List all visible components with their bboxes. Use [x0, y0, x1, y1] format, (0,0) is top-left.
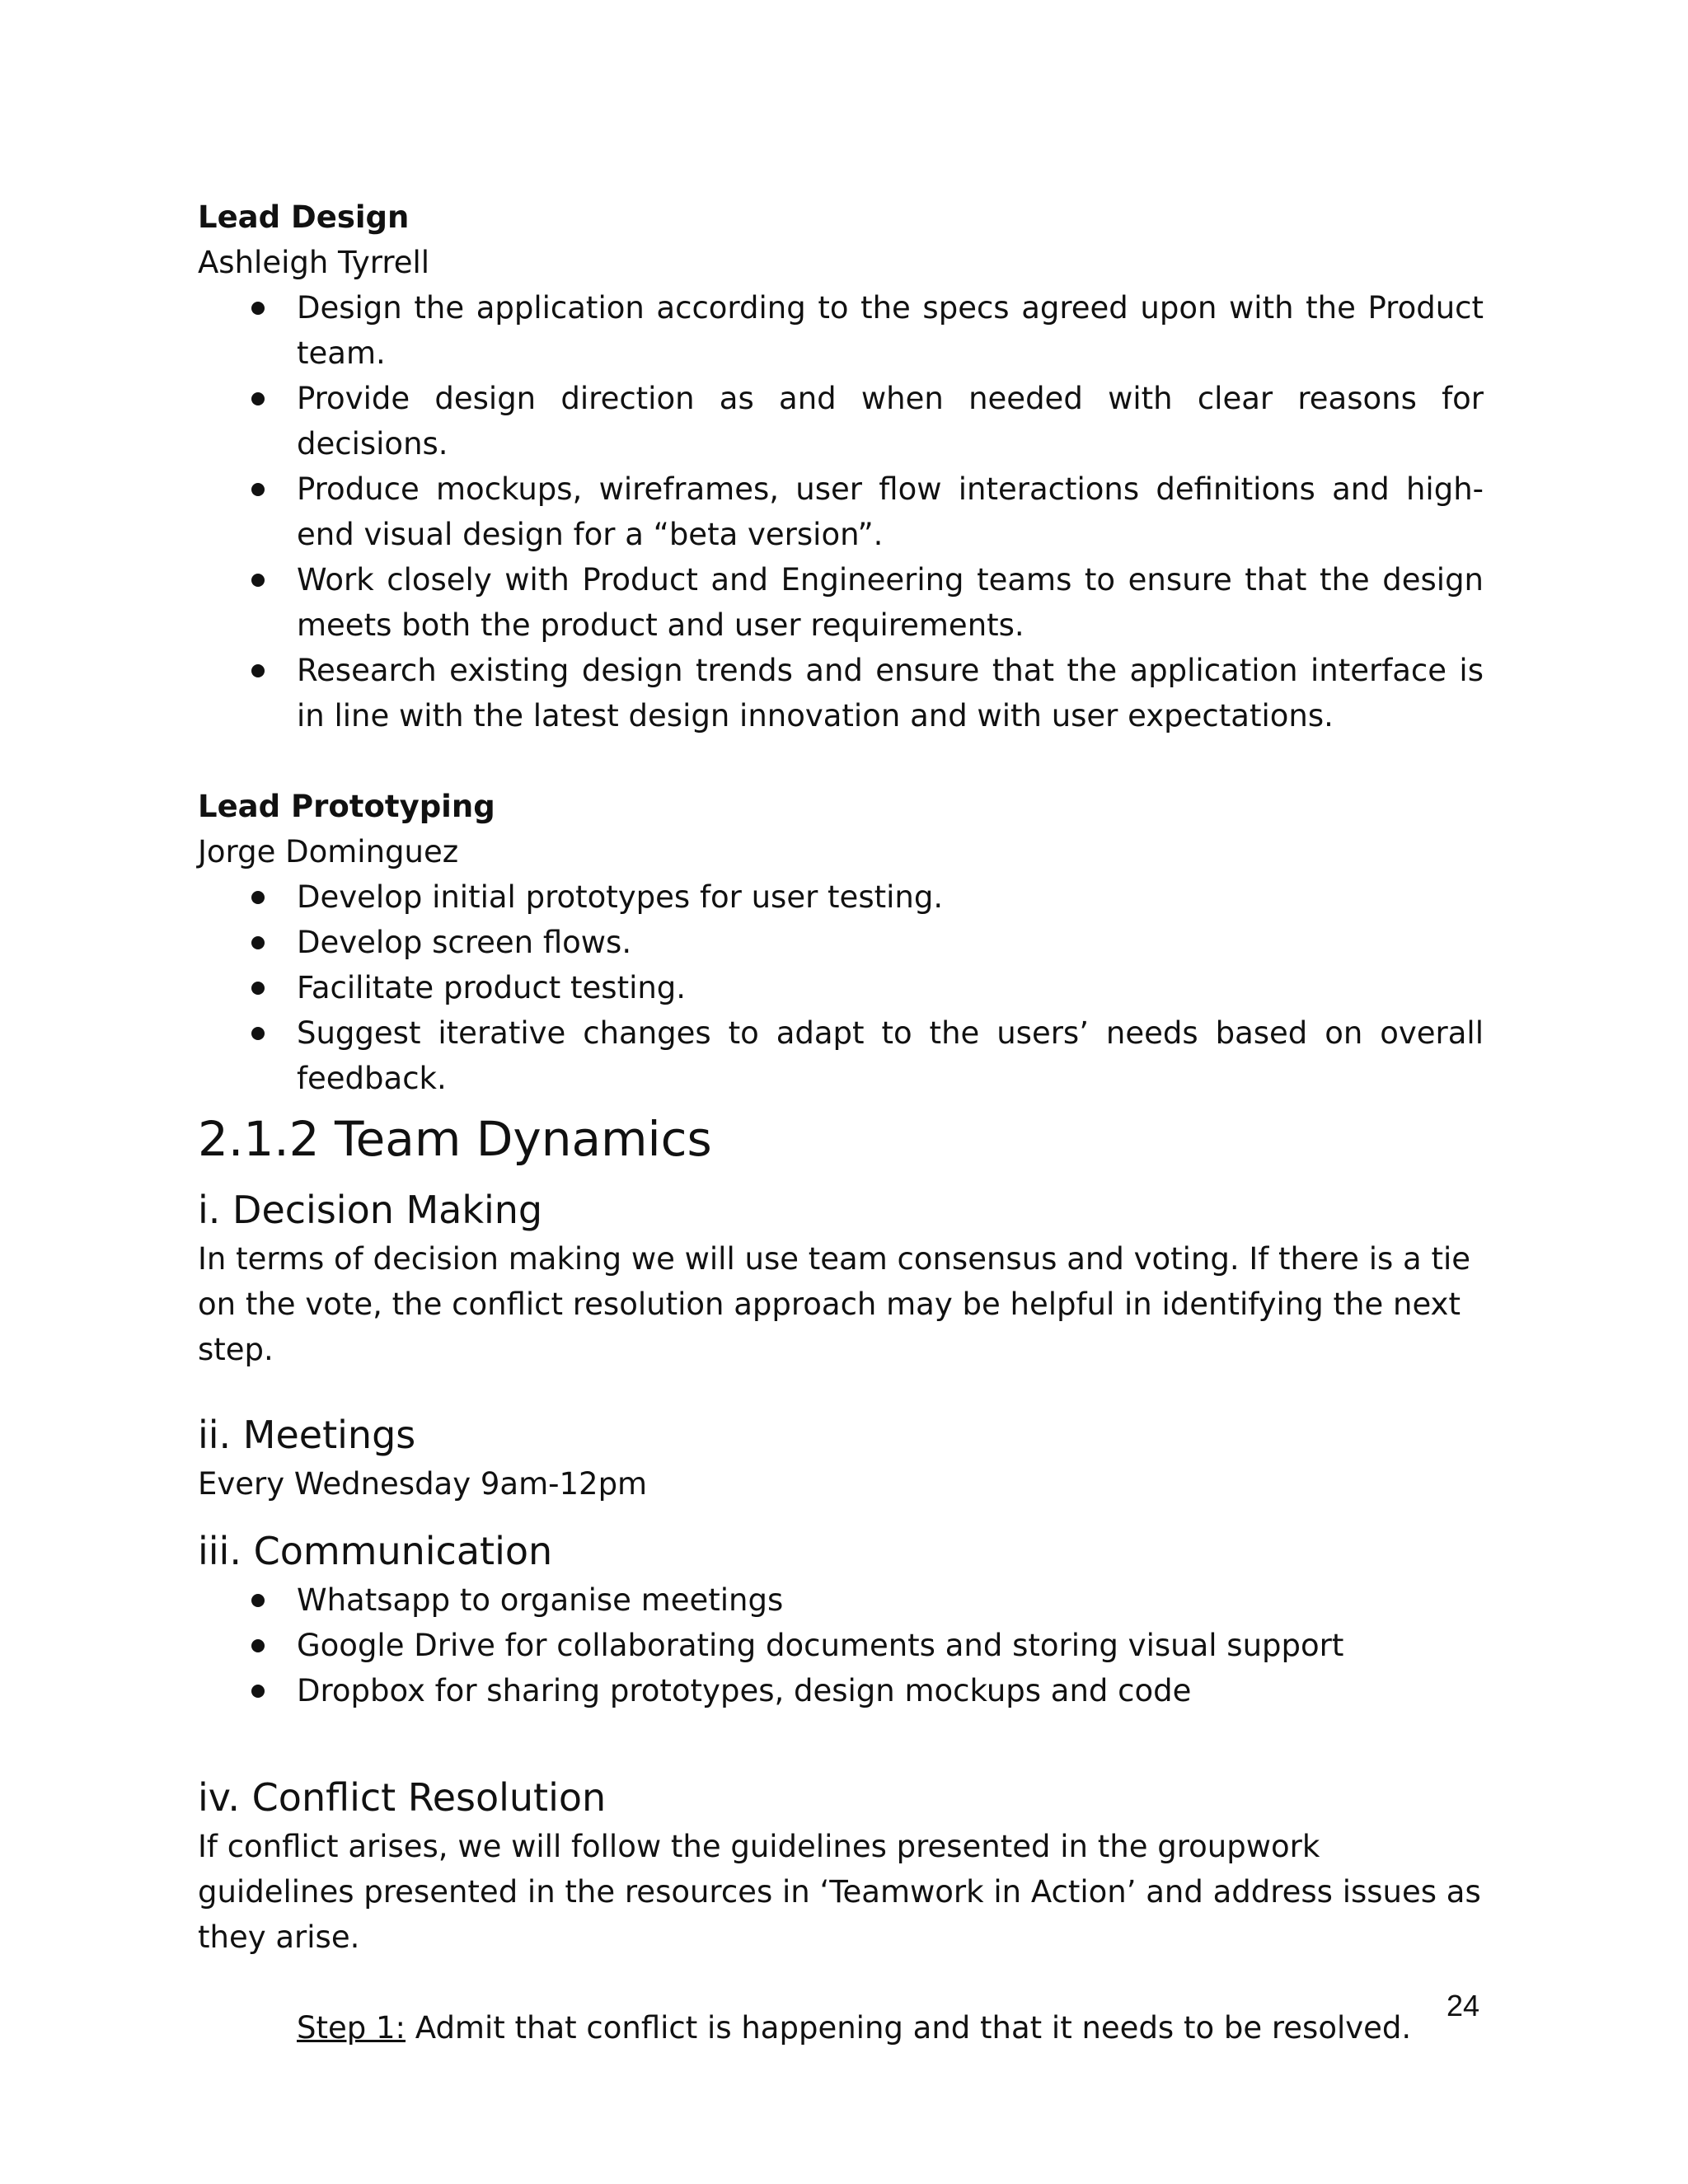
list-item-text: Facilitate product testing. [297, 970, 687, 1005]
list-item [297, 965, 1484, 1010]
paragraph: If conflict arises, we will follow the guidelines presented in the groupwork guidelines presented in the resources in ‘Teamwork in Action’ and address issues as they arise. [198, 1829, 1481, 1955]
paragraph: In terms of decision making we will use team consensus and voting. If there is a tie on the vote, the conflict resolution approach may be helpful in identifying the next step. [198, 1241, 1470, 1367]
step-label: Step 1: [297, 2010, 406, 2046]
section-heading: 2.1.2 Team Dynamics [198, 1111, 712, 1167]
subsection-conflict-resolution [198, 1771, 1484, 2050]
step-text: Admit that conflict is happening and that it needs to be resolved. [406, 2010, 1412, 2046]
bullet-icon [251, 664, 265, 677]
bullet-icon [251, 1639, 265, 1652]
bullet-icon [251, 574, 265, 587]
list-item [297, 1010, 1484, 1101]
list-item-text: Research existing design trends and ensure that the application interface is in line with the latest design innovation and with user expectations. [297, 653, 1484, 733]
subsection-heading: i. Decision Making [198, 1188, 543, 1232]
subsection-communication [198, 1525, 1484, 1713]
page-content [198, 194, 1484, 2050]
bullet-icon [251, 1685, 265, 1698]
list-item-text: Dropbox for sharing prototypes, design mockups and code [297, 1673, 1192, 1708]
bullet-icon [251, 1027, 265, 1040]
list-item-text: Design the application according to the specs agreed upon with the Product team. [297, 290, 1484, 371]
spacer [198, 738, 1484, 784]
bullet-icon [251, 1594, 265, 1607]
list-item [297, 1577, 1484, 1623]
list-item [297, 1668, 1484, 1713]
subsection-heading: iii. Communication [198, 1529, 553, 1573]
list-item-text: Develop initial prototypes for user testing. [297, 879, 944, 915]
page-number: 24 [1447, 1989, 1480, 2022]
role-responsibilities [198, 285, 1484, 738]
list-item [297, 376, 1484, 466]
list-item-text: Develop screen flows. [297, 925, 632, 960]
paragraph: Every Wednesday 9am-12pm [198, 1466, 648, 1502]
role-person: Jorge Dominguez [198, 834, 459, 869]
bullet-icon [251, 302, 265, 315]
list-item [297, 1623, 1484, 1668]
list-item [297, 557, 1484, 648]
bullet-icon [251, 982, 265, 995]
communication-list [198, 1577, 1484, 1713]
bullet-icon [251, 936, 265, 949]
subsection-decision-making [198, 1183, 1484, 1372]
step-line [297, 2005, 1484, 2050]
list-item-text: Work closely with Product and Engineering teams to ensure that the design meets both the product and user requirements. [297, 562, 1484, 643]
list-item-text: Provide design direction as and when needed with clear reasons for decisions. [297, 381, 1484, 462]
list-item [297, 285, 1484, 376]
role-title: Lead Prototyping [198, 789, 495, 824]
role-title: Lead Design [198, 199, 410, 235]
list-item-text: Whatsapp to organise meetings [297, 1582, 784, 1618]
bullet-icon [251, 392, 265, 405]
role-responsibilities [198, 874, 1484, 1101]
list-item-text: Produce mockups, wireframes, user flow interactions definitions and high-end visual design for a “beta version”. [297, 471, 1484, 552]
bullet-icon [251, 891, 265, 904]
list-item [297, 874, 1484, 920]
role-lead-prototyping [198, 784, 1484, 1101]
spacer [198, 1507, 1484, 1525]
list-item [297, 466, 1484, 557]
spacer [198, 1960, 1484, 2005]
spacer [198, 1713, 1484, 1771]
list-item-text: Google Drive for collaborating documents and storing visual support [297, 1628, 1344, 1663]
role-person: Ashleigh Tyrrell [198, 245, 430, 280]
list-item [297, 920, 1484, 965]
subsection-heading: iv. Conflict Resolution [198, 1775, 607, 1820]
subsection-meetings [198, 1408, 1484, 1507]
list-item-text: Suggest iterative changes to adapt to the users’ needs based on overall feedback. [297, 1015, 1484, 1096]
role-lead-design [198, 194, 1484, 738]
list-item [297, 648, 1484, 738]
bullet-icon [251, 483, 265, 496]
spacer [198, 1372, 1484, 1408]
subsection-heading: ii. Meetings [198, 1413, 416, 1457]
